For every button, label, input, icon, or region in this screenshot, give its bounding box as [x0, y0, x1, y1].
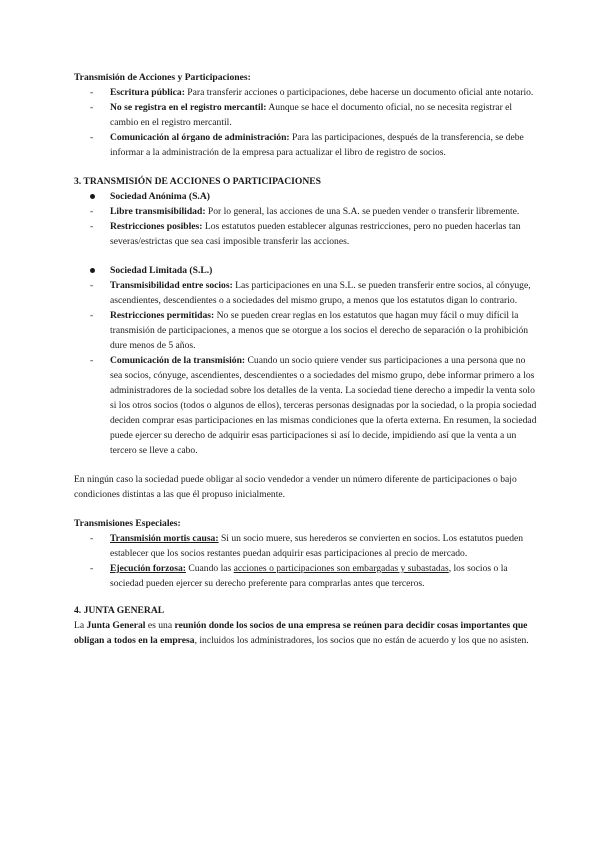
text-run: , incluidos los administradores, los socios que no están de acuerdo y los que no asisten. — [194, 635, 529, 646]
item-text: Para transferir acciones o participaciones, debe hacerse un documento oficial ante notario. — [184, 87, 534, 98]
item-term: Transmisión mortis causa: — [110, 533, 219, 544]
item-text: Cuando las — [185, 563, 234, 574]
section-4-heading: 4. JUNTA GENERAL — [74, 605, 165, 616]
item-term: Restricciones permitidas: — [110, 310, 215, 321]
special-list — [74, 531, 540, 591]
text-run: es una — [145, 620, 175, 631]
item-text: No se pueden crear reglas en los estatutos que hagan muy fácil o muy difícil la transmisión de participaciones, a menos que se otorgue a los socios el derecho de separación o la prohibición dure menos de 5 años. — [110, 310, 529, 351]
item-term: No se registra en el registro mercantil: — [110, 102, 267, 113]
item-term: Escritura pública: — [110, 87, 185, 98]
item-term: Comunicación al órgano de administración: — [110, 132, 290, 143]
sa-label: Sociedad Anónima (S.A) — [110, 189, 540, 204]
list-item — [110, 130, 540, 160]
item-text: Para las participaciones, después de la transferencia, se debe informar a la administración de la empresa para actualizar el libro de registro de socios. — [110, 132, 524, 158]
underlined-phrase: acciones o participaciones son embargadas y subastadas — [233, 563, 449, 574]
intro-title: Transmisión de Acciones y Participaciones: — [74, 72, 251, 83]
list-item — [110, 561, 540, 591]
item-text: Las participaciones en una S.L. se pueden transferir entre socios, al cónyuge, ascendientes, descendientes o a sociedades del mismo grupo, a menos que los estatutos digan lo contrario. — [110, 280, 531, 306]
junta-term: Junta General — [86, 620, 146, 631]
item-term: Transmisibilidad entre socios: — [110, 280, 233, 291]
section-3-heading: 3. TRANSMISIÓN DE ACCIONES O PARTICIPACIONES — [74, 176, 322, 187]
list-item — [110, 278, 540, 308]
sa-list — [74, 204, 540, 249]
list-item — [110, 85, 540, 100]
item-text: Por lo general, las acciones de una S.A. se pueden vender o transferir libremente. — [205, 206, 520, 217]
section-4-paragraph — [74, 618, 540, 648]
text-run: La — [74, 620, 87, 631]
list-item — [110, 308, 540, 353]
sl-list — [74, 278, 540, 458]
item-term: Restricciones posibles: — [110, 221, 203, 232]
special-title: Transmisiones Especiales: — [74, 518, 181, 529]
item-text: Si un socio muere, sus herederos se convierten en socios. Los estatutos pueden establecer que los socios restantes puedan adquirir esas participaciones al precio de mercado. — [110, 533, 524, 559]
list-item — [110, 531, 540, 561]
list-item — [110, 100, 540, 130]
item-text: Aunque se hace el documento oficial, no se necesita registrar el cambio en el registro mercantil. — [110, 102, 513, 128]
sl-bullet — [74, 263, 540, 278]
section-3-paragraph: En ningún caso la sociedad puede obligar al socio vendedor a vender un número diferente de participaciones o bajo condiciones distintas a las que él propuso inicialmente. — [74, 474, 517, 500]
sl-label: Sociedad Limitada (S.L.) — [110, 263, 540, 278]
item-text: Cuando un socio quiere vender sus participaciones a una persona que no sea socios, cónyuge, ascendientes, descendientes o a sociedades del mismo grupo, debe informar primero a los administradores de la sociedad sobre los detalles de la venta. La sociedad tiene derecho a impedir la venta solo si los otros socios (todos o algunos de ellos), terceras personas designadas por la sociedad, o la propia sociedad deciden comprar esas participaciones en las mismas condiciones que la oferta externa. En resumen, la sociedad puede ejercer su derecho de adquirir esas participaciones si así lo decide, impidiendo así que la venta a un tercero se lleve a cabo. — [110, 355, 537, 456]
intro-list — [74, 85, 540, 160]
item-term: Libre transmisibilidad: — [110, 206, 206, 217]
list-item — [110, 219, 540, 249]
item-text: Los estatutos pueden establecer algunas restricciones, pero no pueden hacerlas tan severas/estrictas que sea casi imposible transferir las acciones. — [110, 221, 521, 247]
bold-phrase: reunión donde los socios de una empresa se reúnen para decidir cosas importantes que obligan a todos en la empresa — [74, 620, 528, 646]
list-item — [110, 204, 540, 219]
list-item — [110, 353, 540, 458]
item-term: Ejecución forzosa: — [110, 563, 186, 574]
item-text: , los socios o la sociedad pueden ejercer su derecho preferente para comprarlas antes que terceros. — [110, 563, 508, 589]
sa-bullet — [74, 189, 540, 204]
item-term: Comunicación de la transmisión: — [110, 355, 246, 366]
